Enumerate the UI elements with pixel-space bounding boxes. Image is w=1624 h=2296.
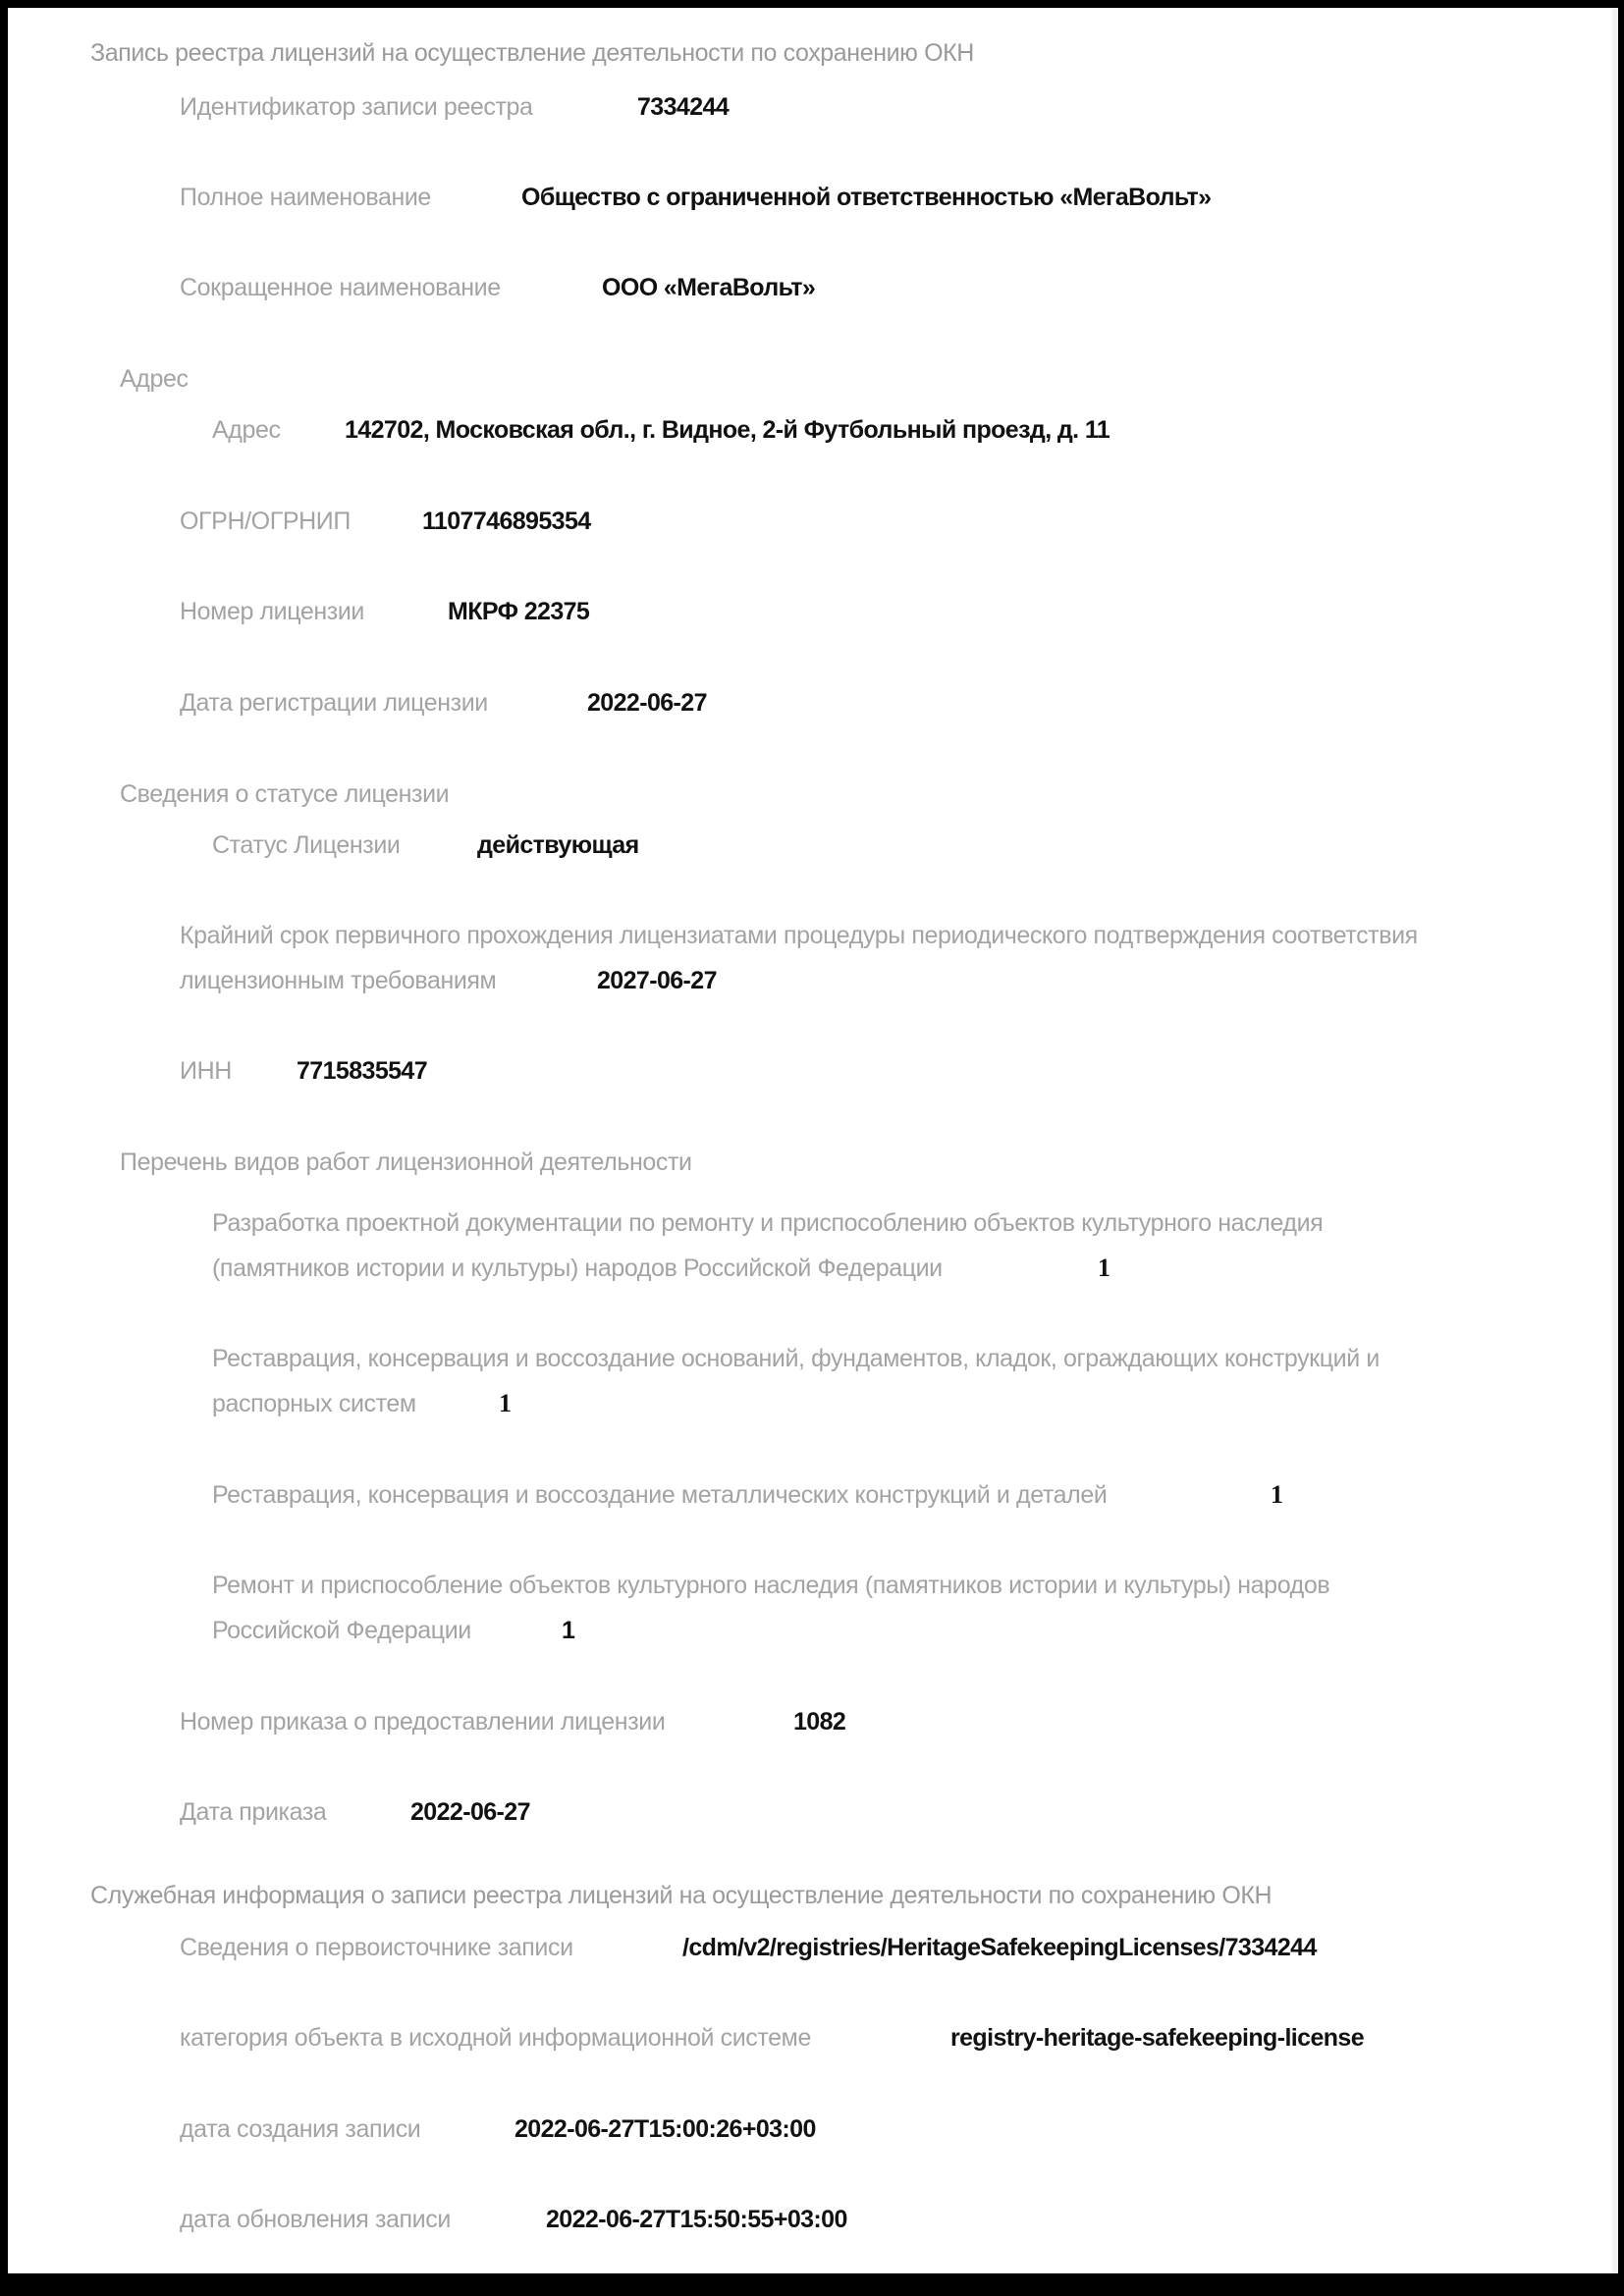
- record-id-label: Идентификатор записи реестра: [180, 93, 533, 121]
- work-item-3-value: 1: [1271, 1480, 1283, 1509]
- registry-record-page: [8, 8, 1618, 2273]
- full-name-value: Общество с ограниченной ответственностью «МегаВольт»: [521, 184, 1212, 211]
- deadline-label-line1: Крайний срок первичного прохождения лицензиатами процедуры периодического подтверждения соответствия: [180, 922, 1418, 949]
- status-group-title: Сведения о статусе лицензии: [120, 780, 450, 808]
- license-reg-date-value: 2022-06-27: [587, 689, 707, 717]
- ogrn-value: 1107746895354: [422, 507, 591, 535]
- license-status-label: Статус Лицензии: [212, 831, 401, 859]
- ogrn-label: ОГРН/ОГРНИП: [180, 507, 351, 535]
- license-number-label: Номер лицензии: [180, 598, 364, 625]
- work-item-1-value: 1: [1098, 1254, 1110, 1282]
- source-label: Сведения о первоисточнике записи: [180, 1934, 573, 1961]
- address-value: 142702, Московская обл., г. Видное, 2-й Футбольный проезд, д. 11: [345, 416, 1110, 444]
- license-number-value: МКРФ 22375: [448, 598, 590, 625]
- updated-label: дата обновления записи: [180, 2206, 451, 2233]
- work-item-2-line2: распорных систем: [212, 1390, 416, 1417]
- work-item-1-line2: (памятников истории и культуры) народов Российской Федерации: [212, 1255, 943, 1282]
- inn-label: ИНН: [180, 1057, 232, 1085]
- created-label: дата создания записи: [180, 2115, 421, 2143]
- works-group-title: Перечень видов работ лицензионной деятельности: [120, 1148, 692, 1176]
- section-title-service: Служебная информация о записи реестра лицензий на осуществление деятельности по сохранению ОКН: [90, 1882, 1272, 1909]
- work-item-2-line1: Реставрация, консервация и воссоздание оснований, фундаментов, кладок, ограждающих конструкций и: [212, 1345, 1380, 1372]
- work-item-3-line1: Реставрация, консервация и воссоздание металлических конструкций и деталей: [212, 1481, 1108, 1509]
- work-item-4-line2: Российской Федерации: [212, 1617, 471, 1644]
- inn-value: 7715835547: [297, 1057, 428, 1085]
- category-label: категория объекта в исходной информационной системе: [180, 2024, 811, 2052]
- short-name-label: Сокращенное наименование: [180, 274, 501, 301]
- short-name-value: ООО «МегаВольт»: [602, 274, 816, 301]
- address-group-title: Адрес: [120, 365, 189, 393]
- license-reg-date-label: Дата регистрации лицензии: [180, 689, 488, 717]
- source-value: /cdm/v2/registries/HeritageSafekeepingLicenses/7334244: [682, 1934, 1317, 1961]
- work-item-4-value: 1: [562, 1617, 575, 1644]
- record-id-value: 7334244: [637, 93, 730, 121]
- order-number-value: 1082: [793, 1708, 846, 1735]
- work-item-4-line1: Ремонт и приспособление объектов культурного наследия (памятников истории и культуры) народов: [212, 1572, 1330, 1599]
- order-date-label: Дата приказа: [180, 1798, 327, 1826]
- work-item-1-line1: Разработка проектной документации по ремонту и приспособлению объектов культурного наследия: [212, 1209, 1324, 1237]
- section-title-record: Запись реестра лицензий на осуществление деятельности по сохранению ОКН: [90, 39, 974, 67]
- updated-value: 2022-06-27T15:50:55+03:00: [546, 2206, 847, 2233]
- deadline-label-line2: лицензионным требованиям: [180, 967, 497, 994]
- license-status-value: действующая: [477, 831, 639, 859]
- full-name-label: Полное наименование: [180, 184, 431, 211]
- address-label: Адрес: [212, 416, 281, 444]
- order-number-label: Номер приказа о предоставлении лицензии: [180, 1708, 666, 1735]
- created-value: 2022-06-27T15:00:26+03:00: [514, 2115, 816, 2143]
- deadline-value: 2027-06-27: [597, 967, 717, 994]
- work-item-2-value: 1: [499, 1389, 512, 1417]
- order-date-value: 2022-06-27: [410, 1798, 530, 1826]
- category-value: registry-heritage-safekeeping-license: [950, 2024, 1365, 2052]
